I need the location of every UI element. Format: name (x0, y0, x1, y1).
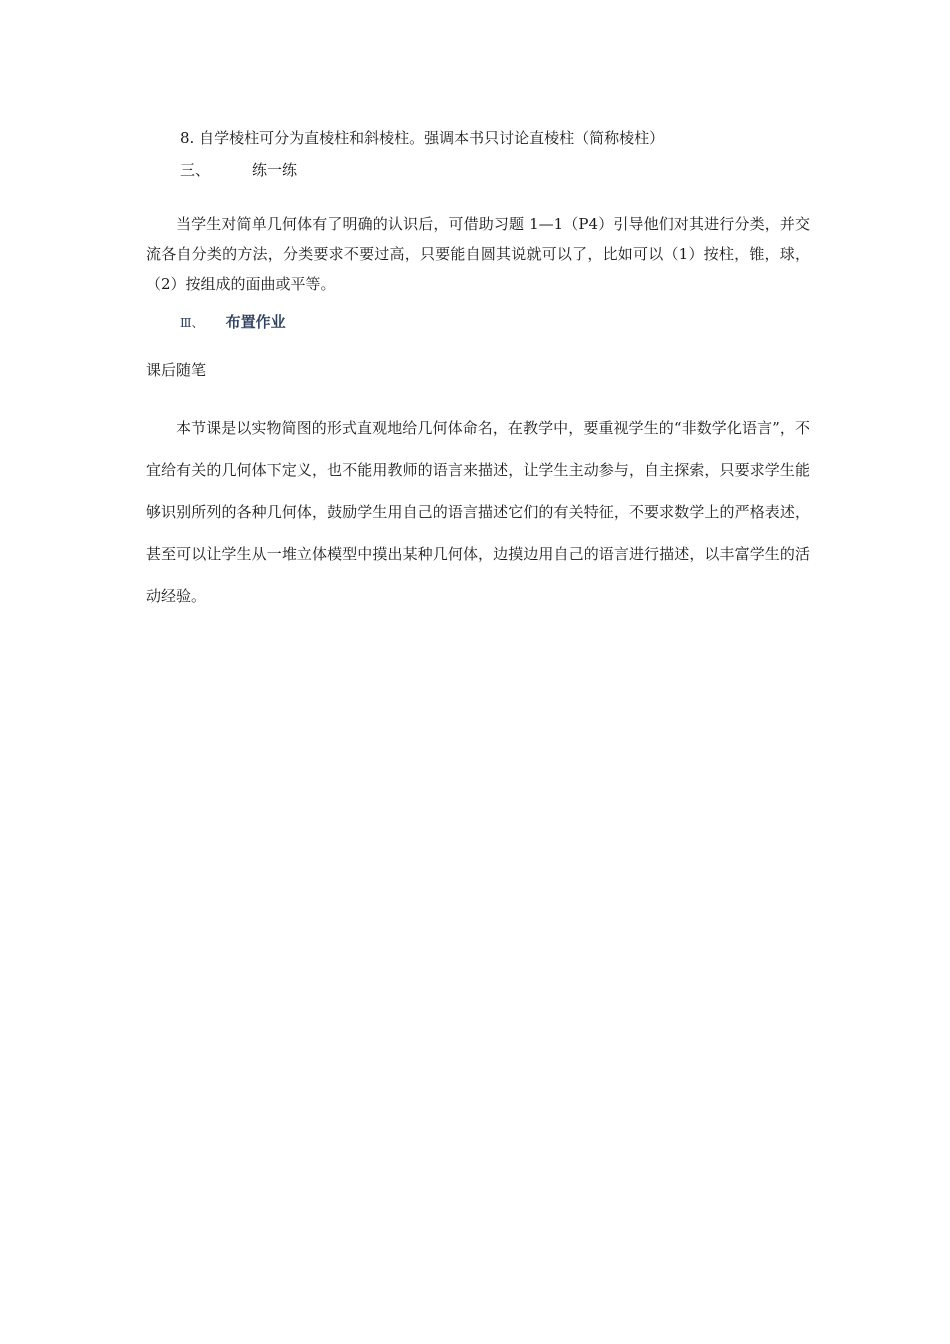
section-heading-4 (180, 312, 286, 333)
section-number: 三、 (180, 161, 211, 179)
list-item-8: 8. 自学棱柱可分为直棱柱和斜棱柱。强调本书只讨论直棱柱（简称棱柱） (180, 129, 665, 147)
section-heading-3 (180, 160, 297, 180)
paragraph-classification: 当学生对简单几何体有了明确的认识后，可借助习题 1—1（P4）引导他们对其进行分类，并交流各自分类的方法，分类要求不要过高，只要能自圆其说就可以了，比如可以（1）按柱，锥，球，（2）按组成的面曲或平等。 (146, 215, 810, 293)
paragraph-notes: 本节课是以实物简图的形式直观地给几何体命名，在教学中，要重视学生的“非数学化语言”，不宜给有关的几何体下定义，也不能用教师的语言来描述，让学生主动参与，自主探索，只要求学生能够识别所列的各种几何体，鼓励学生用自己的语言描述它们的有关特征，不要求数学上的严格表述，甚至可以让学生从一堆立体模型中摸出某种几何体，边摸边用自己的语言进行描述，以丰富学生的活动经验。 (146, 419, 810, 605)
section-number: Ⅲ、 (180, 316, 204, 330)
section-title: 布置作业 (225, 313, 286, 331)
notes-title: 课后随笔 (146, 361, 207, 379)
section-title: 练一练 (252, 161, 298, 179)
